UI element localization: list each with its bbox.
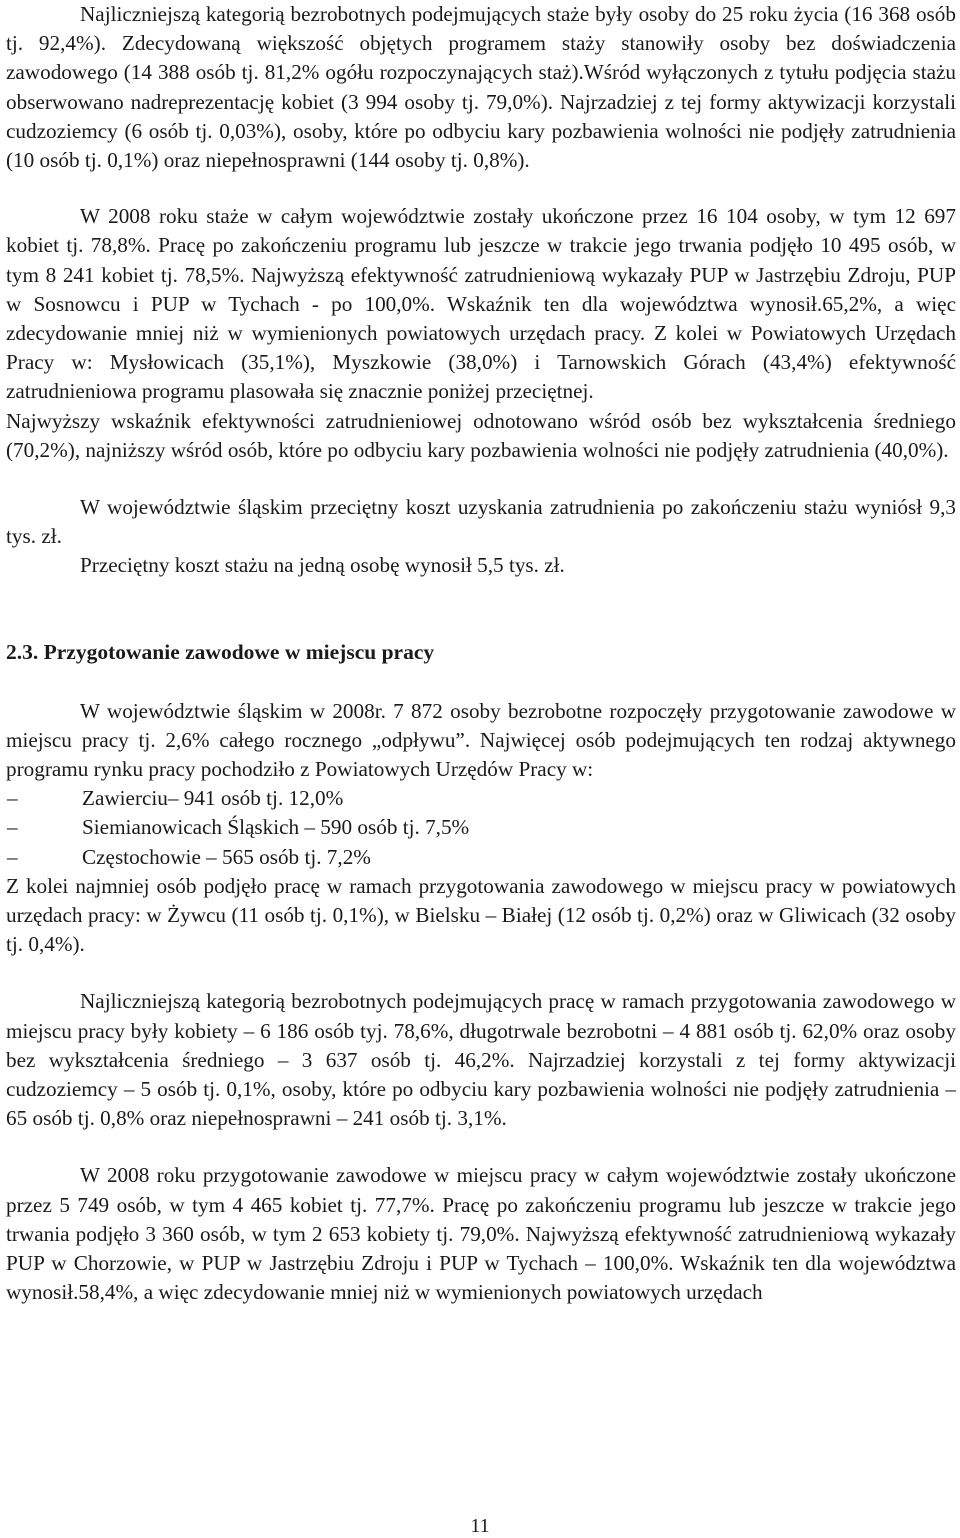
- paragraph-internship-cost: Przeciętny koszt stażu na jedną osobę wynosił 5,5 tys. zł.: [80, 553, 565, 578]
- dash-bullet: –: [7, 844, 18, 869]
- dash-bullet: –: [7, 815, 18, 840]
- paragraph-vocational-categories: Najliczniejszą kategorią bezrobotnych podejmujących pracę w ramach przygotowania zawodowego w miejscu pracy były kobiety – 6 186 osób tyj. 78,6%, długotrwale bezrobotni – 4 881 osób tj. 62,0% oraz osoby bez wykształcenia średniego – 3 637 osób tj. 46,2%. Najrzadziej korzystali z tej formy aktywizacji cudzoziemcy – 5 osób tj. 0,1%, osoby, które po odbyciu kary pozbawienia wolności nie podjęły zatrudnienia – 65 osób tj. 0,8% oraz niepełnosprawni – 241 osób tj. 3,1%.: [6, 989, 956, 1131]
- paragraph-youth-interns: Najliczniejszą kategorią bezrobotnych podejmujących staże były osoby do 25 roku życia (16 368 osób tj. 92,4%). Zdecydowaną większość objętych programem staży stanowiły osoby bez doświadczenia zawodowego (14 388 osób tj. 81,2% ogółu rozpoczynających staż).Wśród wyłączonych z tytułu podjęcia stażu obserwowano nadreprezentację kobiet (3 994 osoby tj. 79,0%). Najrzadziej z tej formy aktywizacji korzystali cudzoziemcy (6 osób tj. 0,03%), osoby, które po odbyciu kary pozbawienia wolności nie podjęły zatrudnienia (10 osób tj. 0,1%) oraz niepełnosprawni (144 osoby tj. 0,8%).: [6, 2, 956, 173]
- list-item-text: Siemianowicach Śląskich – 590 osób tj. 7,5%: [82, 815, 470, 840]
- document-page: [6, 0, 956, 1307]
- list-item-text: Częstochowie – 565 osób tj. 7,2%: [82, 844, 371, 869]
- page-number: 11: [470, 1515, 490, 1537]
- section-heading: 2.3. Przygotowanie zawodowe w miejscu pracy: [6, 639, 435, 664]
- paragraph-fewest-offices: Z kolei najmniej osób podjęło pracę w ramach przygotowania zawodowego w miejscu pracy w powiatowych urzędach pracy: w Żywcu (11 osób tj. 0,1%), w Bielsku – Białej (12 osób tj. 0,2%) oraz w Gliwicach (32 osoby tj. 0,4%).: [6, 873, 956, 957]
- paragraph-effectiveness-education: Najwyższy wskaźnik efektywności zatrudnieniowej odnotowano wśród osób bez wykształcenia średniego (70,2%), najniższy wśród osób, które po odbyciu kary pozbawienia wolności nie podjęły zatrudnienia (40,0%).: [6, 408, 956, 462]
- list-item: [6, 784, 956, 813]
- paragraph-vocational-completion: W 2008 roku przygotowanie zawodowe w miejscu pracy w całym województwie zostały ukończone przez 5 749 osób, w tym 4 465 kobiet tj. 77,7%. Pracę po zakończeniu programu lub jeszcze w trakcie jego trwania podjęło 3 360 osób, w tym 2 653 kobiety tj. 79,0%. Najwyższą efektywność zatrudnieniową wykazały PUP w Chorzowie, w PUP w Jastrzębiu Zdroju i PUP w Tychach – 100,0%. Wskaźnik ten dla województwa wynosił.58,4%, a więc zdecydowanie mniej niż w wymienionych powiatowych urzędach: [6, 1163, 956, 1305]
- paragraph-vocational-intro: W województwie śląskim w 2008r. 7 872 osoby bezrobotne rozpoczęły przygotowanie zawodowe w miejscu pracy tj. 2,6% całego rocznego „odpływu”. Najwięcej osób podejmujących ten rodzaj aktywnego programu rynku pracy pochodziło z Powiatowych Urzędów Pracy w:: [6, 698, 956, 782]
- offices-list: [6, 784, 956, 872]
- paragraph-employment-cost: W województwie śląskim przeciętny koszt uzyskania zatrudnienia po zakończeniu stażu wyniósł 9,3 tys. zł.: [6, 495, 956, 549]
- paragraph-internship-completion: W 2008 roku staże w całym województwie zostały ukończone przez 16 104 osoby, w tym 12 697 kobiet tj. 78,8%. Pracę po zakończeniu programu lub jeszcze w trakcie jego trwania podjęło 10 495 osób, w tym 8 241 kobiet tj. 78,5%. Najwyższą efektywność zatrudnieniową wykazały PUP w Jastrzębiu Zdroju, PUP w Sosnowcu i PUP w Tychach - po 100,0%. Wskaźnik ten dla województwa wynosił.65,2%, a więc zdecydowanie mniej niż w wymienionych powiatowych urzędach pracy. Z kolei w Powiatowych Urzędach Pracy w: Mysłowicach (35,1%), Myszkowie (38,0%) i Tarnowskich Górach (43,4%) efektywność zatrudnieniowa programu plasowała się znacznie poniżej przeciętnej.: [6, 204, 956, 404]
- list-item: [6, 843, 956, 872]
- list-item-text: Zawierciu– 941 osób tj. 12,0%: [82, 786, 344, 811]
- dash-bullet: –: [7, 786, 18, 811]
- list-item: [6, 813, 956, 842]
